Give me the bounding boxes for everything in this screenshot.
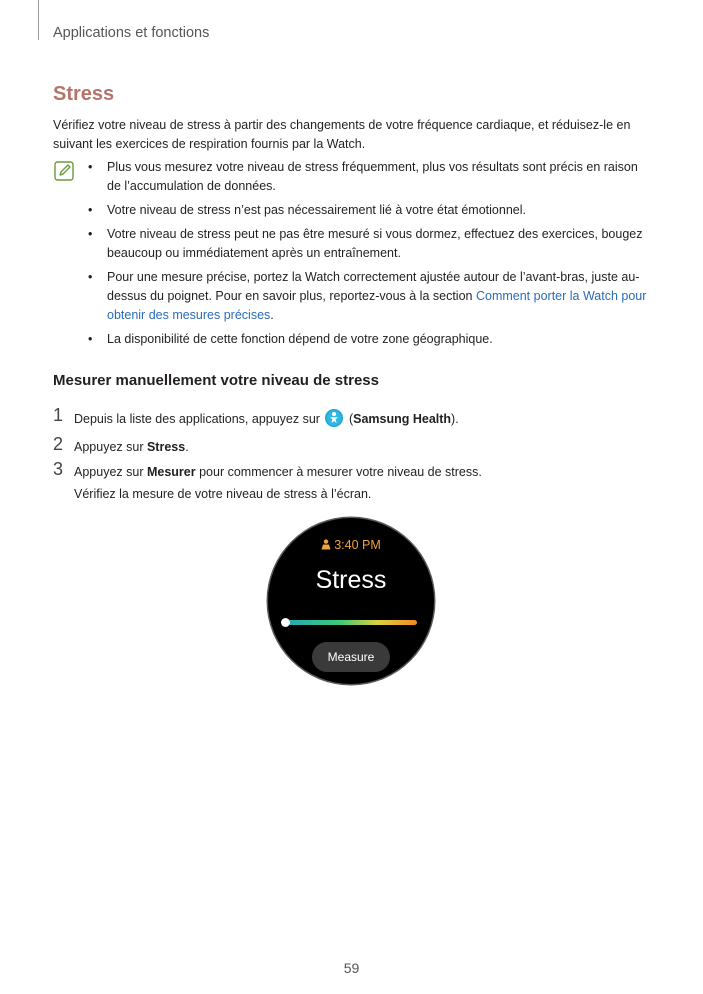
note-text-end: . <box>270 308 274 322</box>
samsung-health-icon <box>325 409 343 427</box>
running-header: Applications et fonctions <box>53 25 210 41</box>
bullet: • <box>88 332 93 346</box>
note-text: Plus vous mesurez votre niveau de stress fréquemment, plus vos résultats sont précis en raison de l’accumulation de données. <box>107 160 638 193</box>
section-intro: Vérifiez votre niveau de stress à partir des changements de votre fréquence cardiaque, et réduisez-le en suivant les exercices de respiration fournis par la Watch. <box>53 118 631 151</box>
step-text-line2: Vérifiez la mesure de votre niveau de stress à l’écran. <box>74 487 372 501</box>
note-pencil-icon <box>54 161 74 181</box>
note-item <box>88 225 648 263</box>
note-text: Votre niveau de stress n’est pas nécessairement lié à votre état émotionnel. <box>107 203 526 217</box>
note-item <box>88 268 648 325</box>
stress-level-bar <box>285 620 417 625</box>
stress-level-indicator <box>281 618 290 627</box>
note-item <box>88 201 648 220</box>
bullet: • <box>88 270 93 284</box>
note-item <box>88 158 648 196</box>
page-number: 59 <box>343 960 360 976</box>
watch-screen <box>268 518 434 684</box>
watch-status-time: 3:40 PM <box>268 538 434 552</box>
watch-title: Stress <box>315 566 387 594</box>
measure-button[interactable]: Measure <box>312 642 390 672</box>
note-text: Votre niveau de stress peut ne pas être mesuré si vous dormez, effectuez des exercices, bougez beaucoup ou immédiatement après un entraînement. <box>107 227 643 260</box>
person-icon <box>321 539 331 550</box>
bullet: • <box>88 160 93 174</box>
notes-list <box>88 158 648 354</box>
step-text: Appuyez sur Mesurer pour commencer à mesurer votre niveau de stress. <box>74 465 482 479</box>
step-text: Depuis la liste des applications, appuyez sur (Samsung Health). <box>74 409 459 429</box>
bullet: • <box>88 203 93 217</box>
step-number: 3 <box>53 459 64 479</box>
note-text: La disponibilité de cette fonction dépend de votre zone géographique. <box>107 332 493 346</box>
step-number: 2 <box>53 434 64 454</box>
subsection-title: Mesurer manuellement votre niveau de stress <box>53 372 379 389</box>
note-item <box>88 330 648 349</box>
step-number: 1 <box>53 405 64 425</box>
section-title: Stress <box>53 83 115 105</box>
page-margin-line <box>38 0 39 40</box>
step-text: Appuyez sur Stress. <box>74 440 189 454</box>
wear-watch-link[interactable]: Comment porter la Watch pour obtenir des mesures précises <box>107 289 647 322</box>
note-text: Pour une mesure précise, portez la Watch correctement ajustée autour de l’avant-bras, juste au-dessus du poignet. Pour en savoir plus, reportez-vous à la section <box>107 270 640 303</box>
bullet: • <box>88 227 93 241</box>
